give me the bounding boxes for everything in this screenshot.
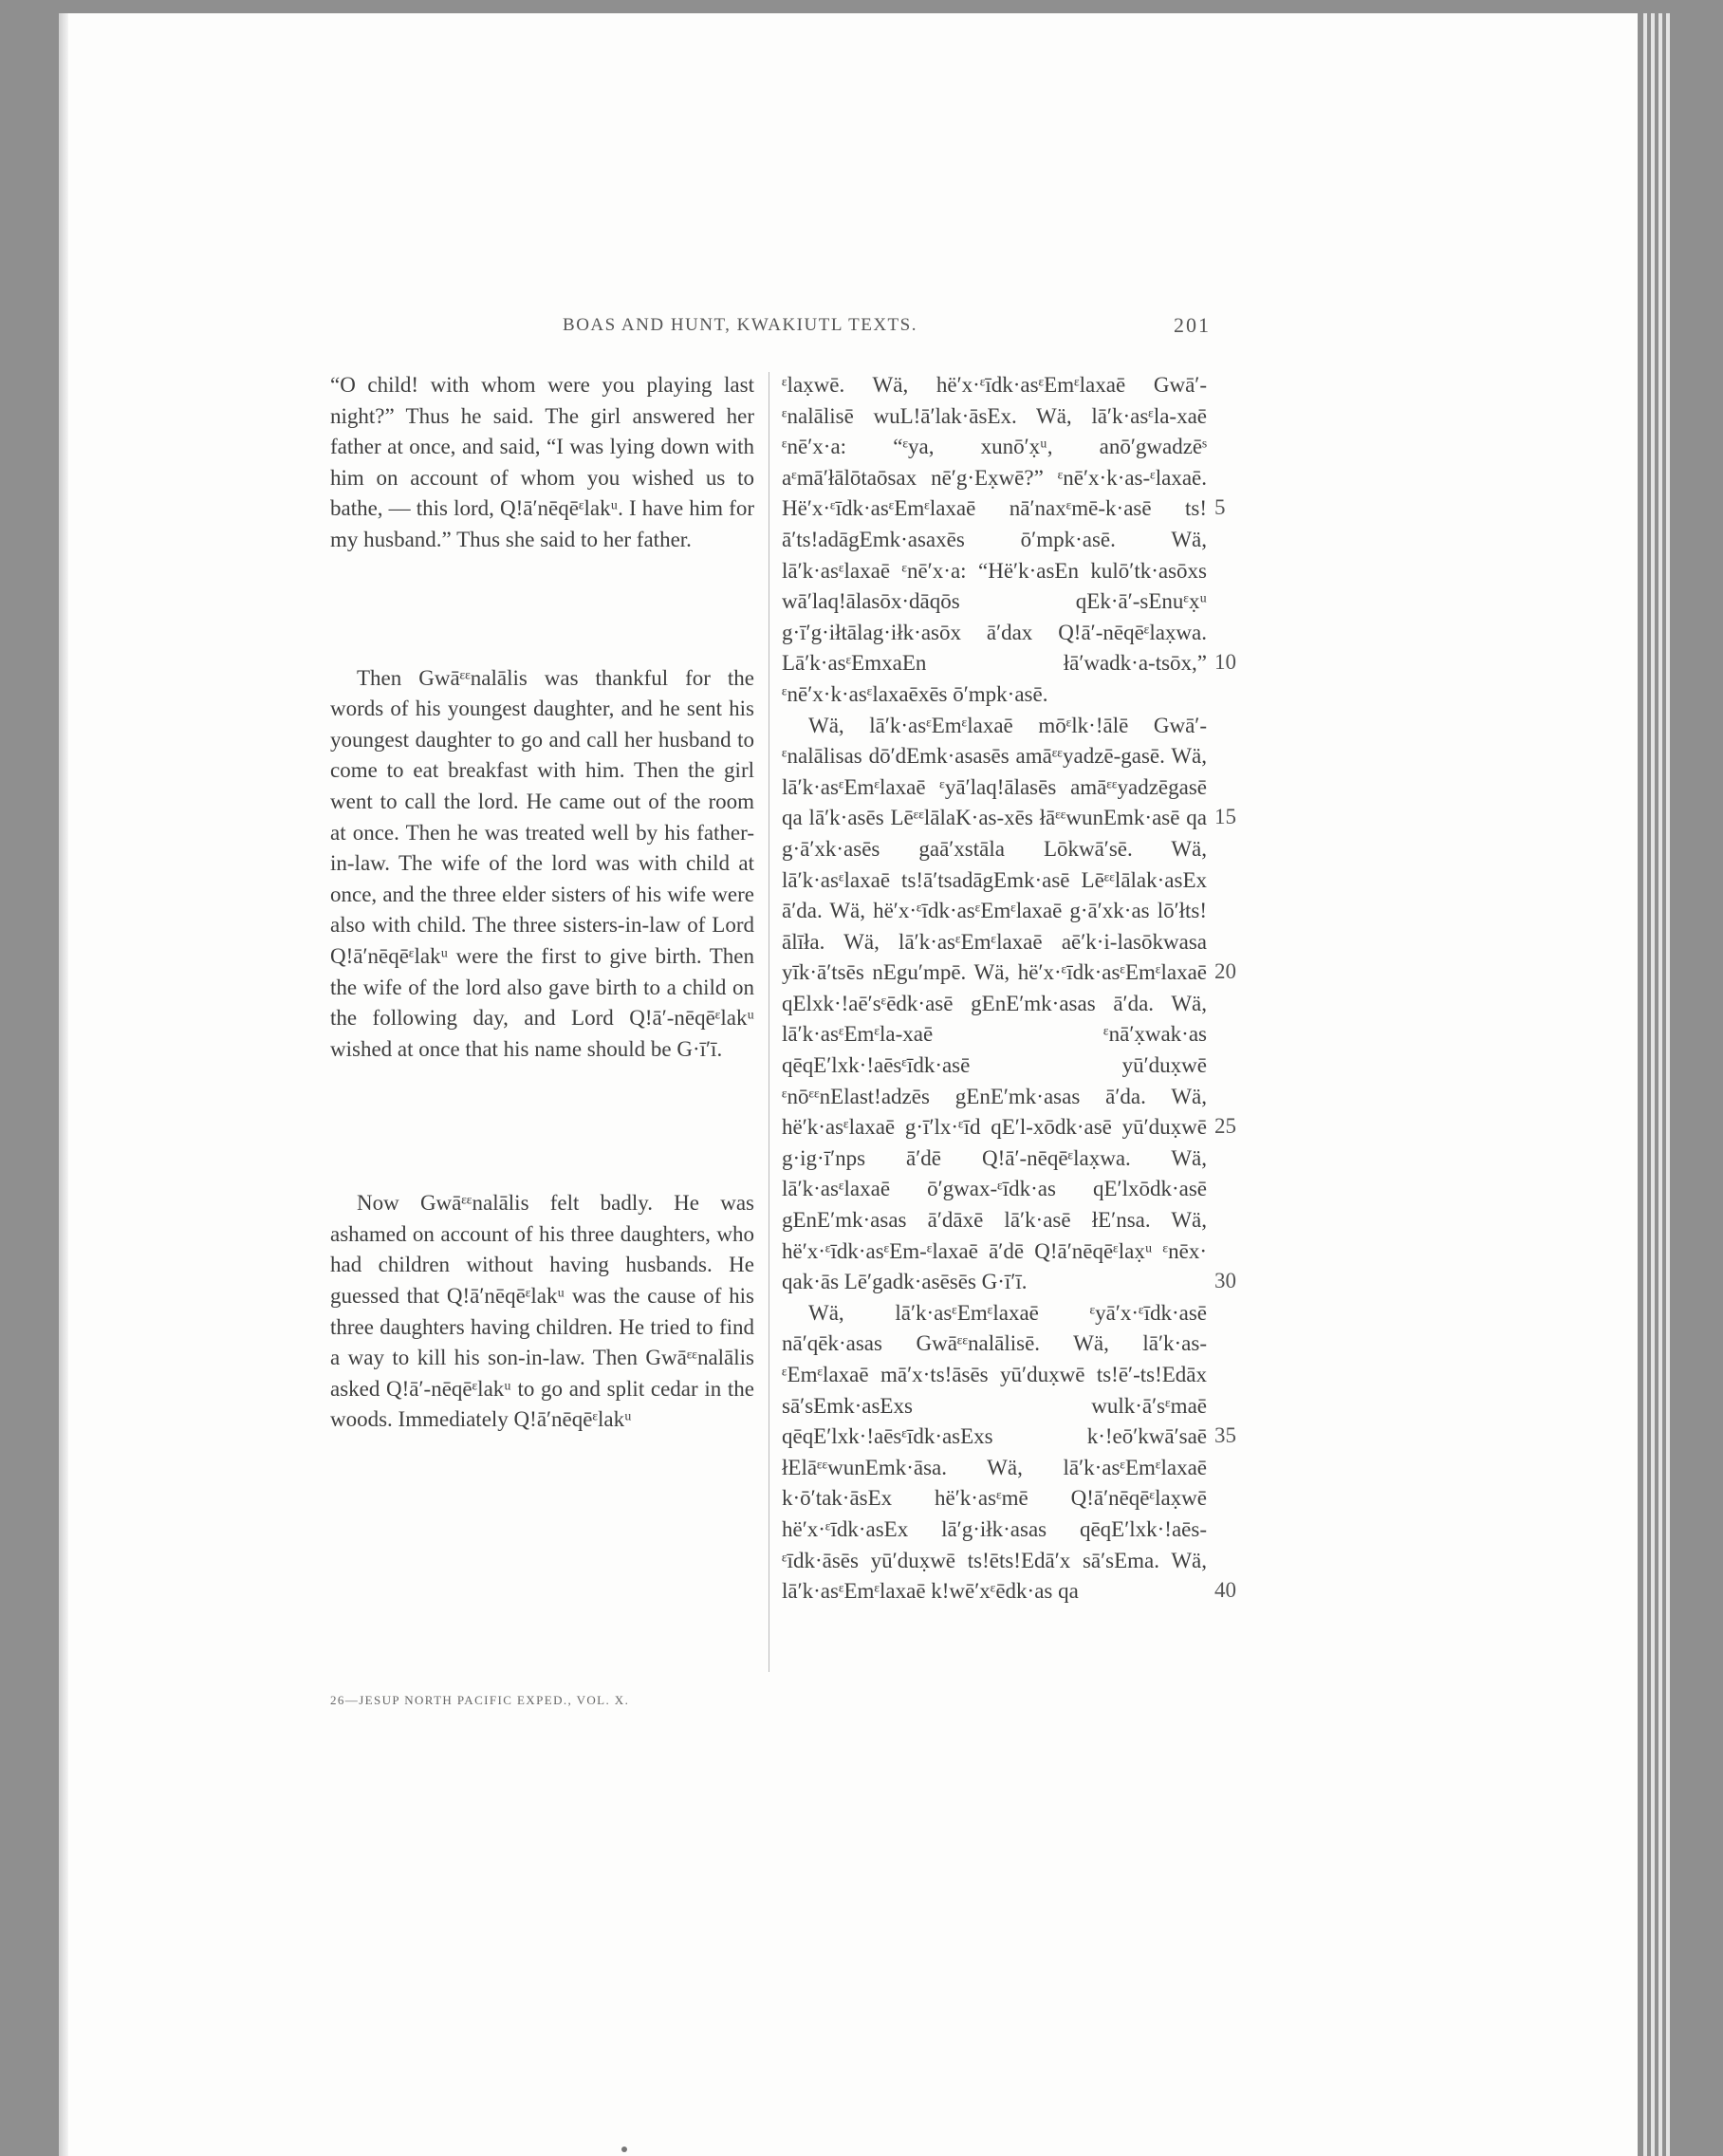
- english-translation-column: [330, 370, 754, 1436]
- line-number: 15: [1214, 805, 1236, 828]
- page-edge: [1666, 13, 1670, 2156]
- line-number: 30: [1214, 1269, 1236, 1292]
- paragraph: Then Gwāᵋᵋnalālis was thankful for the words of his youngest daughter, and he sent his youngest daughter to go and call her husband to come to eat breakfast with him. Then the girl went to call the lord. He came out of the room at once. Then he was treated well by his father-in-law. The wife of the lord was with child at once, and the three elder sisters of his wife were also with child. The three sisters-in-law of Lord Q!ā′nēqēᵋlakᵘ were the first to give birth. Then the wife of the lord also gave birth to a child on the following day, and Lord Q!ā′-nēqēᵋlakᵘ wished at once that his name should be G·ī′ī.: [330, 665, 754, 1061]
- line-number: 10: [1214, 650, 1236, 674]
- page-edge: [1643, 13, 1647, 2156]
- paragraph: Wä, lā′k·asᵋEmᵋlaxaē mōᵋlk·!ālē Gwā′-ᵋnalālisas dō′dEmk·asasēs amāᵋᵋyadzē-gasē. Wä, lā′k·asᵋEmᵋlaxaē ᵋyā′laq!ālasēs amāᵋᵋyadzēgasē qa lā′k·asēs LēᵋᵋlālaK·as-xēs łāᵋᵋwunEmk·asē qa g·ā′xk·asēs gaā′xstāla Lōkwā′sē. Wä, lā′k·asᵋlaxaē ts!ā′tsadāgEmk·asē Lēᵋᵋlālak·asEx ā′da. Wä, hë′x·ᵋīdk·asᵋEmᵋlaxaē g·ā′xk·as lō′łts!ālīła. Wä, lā′k·asᵋEmᵋlaxaē aē′k·i-lasōkwasa yīk·ā′tsēs nEgu′mpē. Wä, hë′x·ᵋīdk·asᵋEmᵋlaxaē qElxk·!aē′sᵋēdk·asē gEnE′mk·asas ā′da. Wä, lā′k·asᵋEmᵋla-xaē ᵋnā′x̣wak·as qēqE′lxk·!aēsᵋīdk·asē yū′dux̣wē ᵋnōᵋᵋnElast!adzēs gEnE′mk·asas ā′da. Wä, hë′k·asᵋlaxaē g·ī′lx·ᵋīd qE′l-xōdk·asē yū′dux̣wē g·ig·ī′nps ā′dē Q!ā′-nēqēᵋlax̣wa. Wä, lā′k·asᵋlaxaē ō′gwax-ᵋīdk·as qE′lxōdk·asē gEnE′mk·asas ā′dāxē lā′k·asē łE′nsa. Wä, hë′x·ᵋīdk·asᵋEm-ᵋlaxaē ā′dē Q!ā′nēqēᵋlax̣ᵘ ᵋnēx· qak·ās Lē′gadk·asēsēs G·ī′ī.: [782, 713, 1207, 1294]
- paragraph: “O child! with whom were you playing last night?” Thus he said. The girl answered her father at once, and said, “I was lying down with him on account of whom you wished us to bathe, — this lord, Q!ā′nēqēᵋlakᵘ. I have him for my husband.” Thus she said to her father.: [330, 373, 754, 551]
- running-title: BOAS AND HUNT, KWAKIUTL TEXTS.: [563, 315, 917, 335]
- line-number: 35: [1214, 1423, 1236, 1447]
- line-number: 40: [1214, 1578, 1236, 1602]
- page-number: 201: [1174, 313, 1211, 337]
- line-number: 25: [1214, 1114, 1236, 1138]
- kwakiutl-text-column: [782, 370, 1207, 1608]
- scan-mark: [621, 2147, 627, 2152]
- paragraph: Now Gwāᵋᵋnalālis felt badly. He was ashamed on account of his three daughters, who had children without having husbands. He guessed that Q!ā′nēqēᵋlakᵘ was the cause of his three daughters having children. He tried to find a way to kill his son-in-law. Then Gwāᵋᵋnalālis asked Q!ā′-nēqēᵋlakᵘ to go and split cedar in the woods. Immediately Q!ā′nēqēᵋlakᵘ: [330, 1191, 754, 1432]
- page-spine-shadow: [59, 13, 68, 2156]
- page-edge: [1658, 13, 1662, 2156]
- running-header: [269, 315, 1211, 336]
- page-edge: [1651, 13, 1655, 2156]
- paragraph: ᵋlax̣wē. Wä, hë′x·ᵋīdk·asᵋEmᵋlaxaē Gwā′-ᵋnalālisē wuL!ā′lak·āsEx. Wä, lā′k·asᵋla-xaē ᵋnē′x·a: “ᵋya, xunō′x̣ᵘ, anō′gwadzēˢ aᵋmā′łālōtaōsax nē′g·Ex̣wē?” ᵋnē′x·k·as-ᵋlaxaē. Hë′x·ᵋīdk·asᵋEmᵋlaxaē nā′naxᵋmē-k·asē ts!ā′ts!adāgEmk·asaxēs ō′mpk·asē. Wä, lā′k·asᵋlaxaē ᵋnē′x·a: “Hë′k·asEn kulō′tk·asōxs wā′laq!ālasōx·dāqōs qEk·ā′-sEnuᵋx̣ᵘ g·ī′g·iłtālag·iłk·asōx ā′dax Q!ā′-nēqēᵋlax̣wa. Lā′k·asᵋEmxaEn łā′wadk·a-tsōx,” ᵋnē′x·k·asᵋlaxaēxēs ō′mpk·asē.: [782, 373, 1207, 706]
- line-number: 5: [1214, 495, 1226, 519]
- footer-signature: 26—JESUP NORTH PACIFIC EXPED., VOL. X.: [330, 1693, 630, 1707]
- line-number: 20: [1214, 959, 1236, 983]
- paragraph: Wä, lā′k·asᵋEmᵋlaxaē ᵋyā′x·ᵋīdk·asē nā′qēk·asas Gwāᵋᵋnalālisē. Wä, lā′k·as-ᵋEmᵋlaxaē mā′x·ts!āsēs yū′dux̣wē ts!ē′-ts!Edāx sā′sEmk·asExs wulk·ā′sᵋmaē qēqE′lxk·!aēsᵋīdk·asExs k·!eō′kwā′saē łElāᵋᵋwunEmk·āsa. Wä, lā′k·asᵋEmᵋlaxaē k·ō′tak·āsEx hë′k·asᵋmē Q!ā′nēqēᵋlax̣wē hë′x·ᵋīdk·asEx lā′g·iłk·asas qēqE′lxk·!aēs-ᵋīdk·āsēs yū′dux̣wē ts!ēts!Edā′x sā′sEma. Wä, lā′k·asᵋEmᵋlaxaē k!wē′xᵋēdk·as qa: [782, 1300, 1207, 1604]
